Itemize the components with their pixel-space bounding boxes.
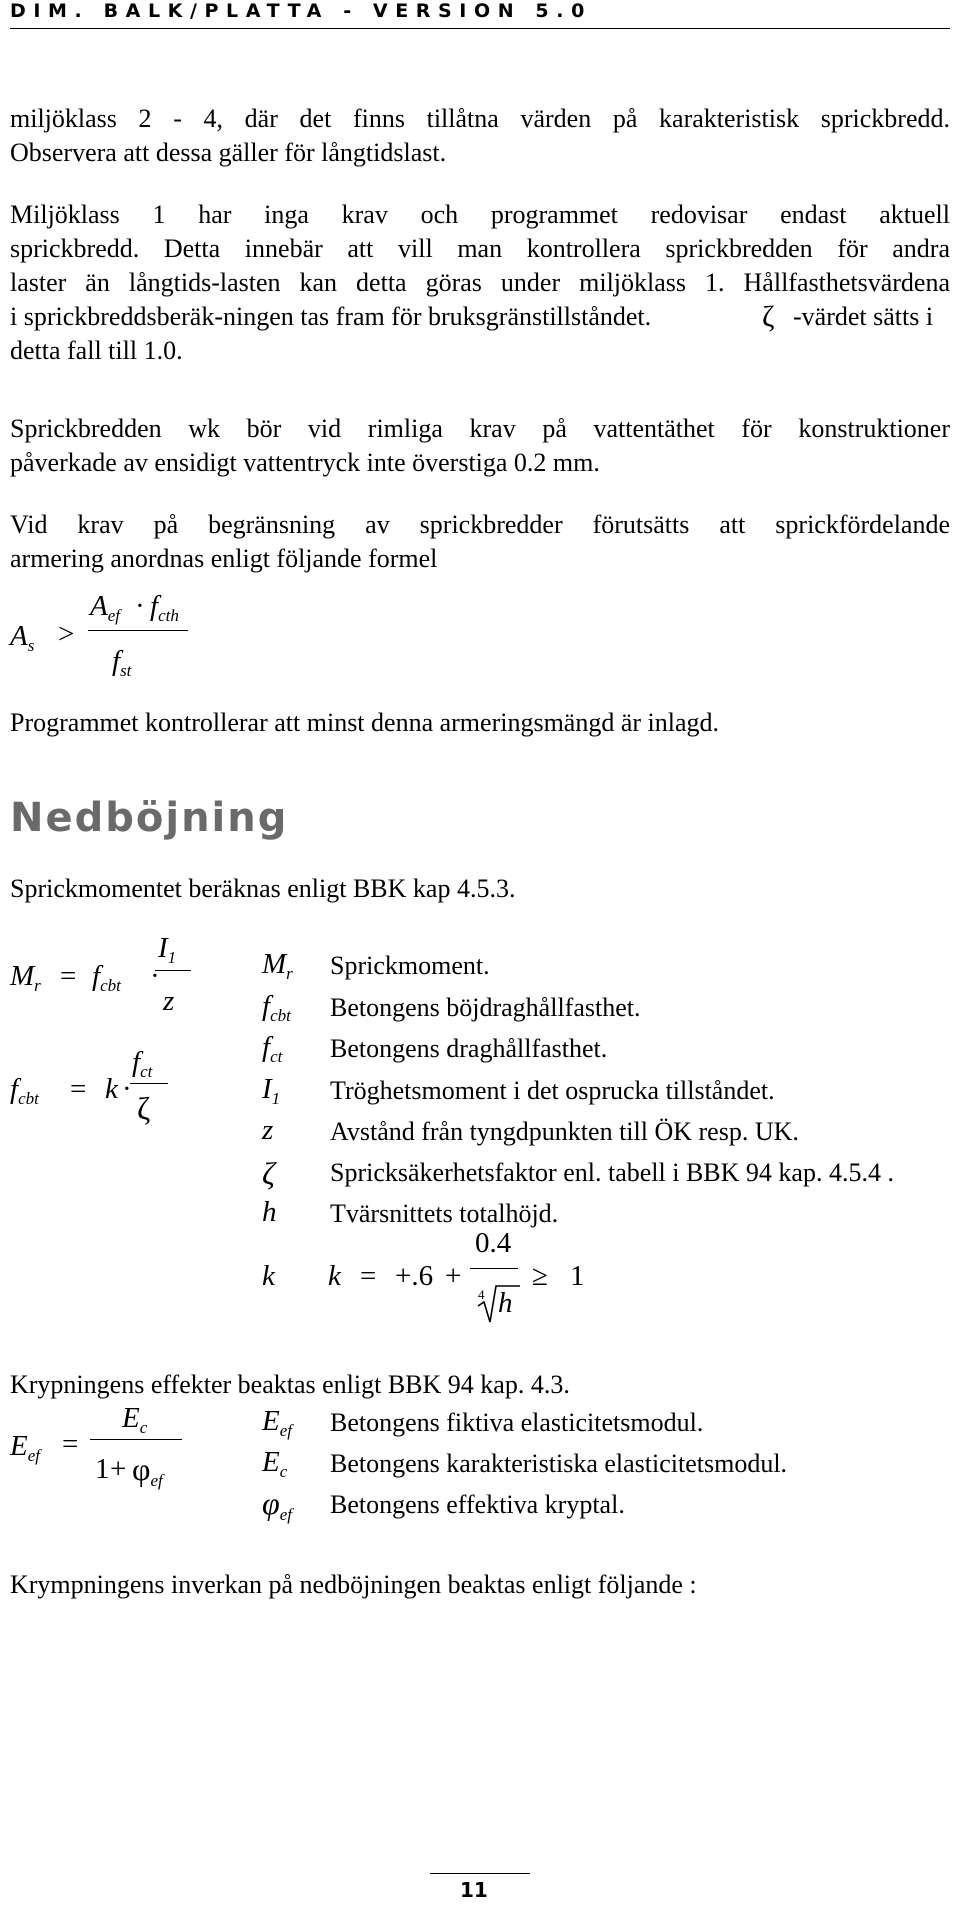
def-symbol: k — [262, 1260, 275, 1292]
formula-denominator: $f_{st}$ — [112, 645, 132, 680]
def-symbol: $I_1$ — [262, 1073, 281, 1108]
fraction-bar — [130, 1083, 168, 1084]
paragraph-3 — [10, 412, 950, 480]
formula-den-plus: + — [110, 1453, 127, 1485]
paragraph-4 — [10, 508, 950, 576]
def-text: Betongens fiktiva elasticitetsmodul. — [330, 1408, 704, 1437]
formula-numerator: 0.4 — [475, 1227, 512, 1259]
formula-lhs: $f_{cbt}$ — [10, 1073, 39, 1108]
section-heading: Nedböjning — [10, 795, 289, 841]
def-text: Sprickmoment. — [330, 951, 490, 980]
paragraph-1 — [10, 102, 950, 170]
text-line: miljöklass 2 - 4, där det finns tillåtna värden på karakteristisk sprickbredd. — [10, 104, 950, 133]
text-fragment: i sprickbreddsberäk-ningen tas fram för bruksgränstillståndet. — [10, 302, 652, 331]
fraction-bar — [155, 970, 191, 971]
formula-equals: = — [70, 1073, 87, 1105]
def-symbol: $f_{cbt}$ — [262, 990, 291, 1025]
paragraph-7 — [10, 1368, 950, 1402]
def-text: Tvärsnittets totalhöjd. — [330, 1199, 559, 1228]
text-line: armering anordnas enligt följande formel — [10, 544, 438, 573]
fraction-bar — [470, 1268, 518, 1269]
formula-relation: > — [58, 618, 75, 650]
formula-equals: = — [60, 960, 77, 992]
text-line: Krypningens effekter beaktas enligt BBK 94 kap. 4.3. — [10, 1370, 570, 1399]
def-text: Betongens böjdraghållfasthet. — [330, 993, 641, 1022]
formula-denominator: ζ — [137, 1090, 151, 1126]
def-text: Betongens effektiva kryptal. — [330, 1490, 625, 1519]
formula-equals: = — [62, 1428, 79, 1460]
def-symbol: z — [262, 1114, 274, 1146]
def-symbol: $M_r$ — [262, 948, 293, 983]
root-argument: h — [498, 1287, 513, 1319]
formula-equals: = — [360, 1260, 377, 1292]
formula-k: k — [105, 1073, 118, 1105]
text-line: påverkade av ensidigt vattentryck inte överstiga 0.2 mm. — [10, 448, 600, 477]
fraction-bar — [88, 630, 188, 631]
formula-lhs: $A_s$ — [10, 620, 35, 655]
formula-k: k — [328, 1260, 341, 1292]
formula-numerator-a: $A_{ef}$ — [90, 590, 120, 625]
text-line: laster än långtids-lasten kan detta göras under miljöklass 1. Hållfasthetsvärdena — [10, 268, 950, 297]
text-line — [10, 300, 950, 334]
root-index: 4 — [478, 1287, 485, 1302]
text-fragment: -värdet sätts i — [793, 302, 934, 331]
formula-dot: · — [122, 1073, 132, 1105]
def-text: Betongens draghållfasthet. — [330, 1034, 608, 1063]
formula-relation: ≥ — [532, 1260, 548, 1292]
text-line: Programmet kontrollerar att minst denna armeringsmängd är inlagd. — [10, 708, 720, 737]
def-text: Spricksäkerhetsfaktor enl. tabell i BBK 94 kap. 4.5.4 . — [330, 1158, 894, 1187]
def-symbol: $E_c$ — [262, 1446, 288, 1481]
formula-f: $f_{cbt}$ — [92, 960, 121, 995]
formula-numerator: $E_c$ — [122, 1402, 148, 1437]
text-line: sprickbredd. Detta innebär att vill man kontrollera sprickbredden för andra — [10, 234, 950, 263]
page-header-title: DIM. BALK/PLATTA - VERSION 5.0 — [10, 0, 592, 22]
def-text: Avstånd från tyngdpunkten till ÖK resp. UK. — [330, 1117, 799, 1146]
formula-numerator: $I_1$ — [158, 932, 177, 967]
zeta-symbol: ζ — [762, 300, 775, 333]
page-number: 11 — [460, 1878, 488, 1902]
formula-den-one: 1 — [95, 1453, 110, 1485]
text-line: Vid krav på begränsning av sprickbredder förutsätts att sprickfördelande — [10, 510, 950, 539]
def-symbol: ζ — [262, 1155, 275, 1191]
text-line: Sprickbredden wk bör vid rimliga krav på vattentäthet för konstruktioner — [10, 414, 950, 443]
paragraph-2 — [10, 198, 950, 368]
formula-rhs: 1 — [570, 1260, 585, 1292]
formula-lhs: $M_r$ — [10, 960, 41, 995]
def-text: Tröghetsmoment i det osprucka tillståndet. — [330, 1076, 775, 1105]
text-line: Observera att dessa gäller för långtidslast. — [10, 138, 447, 167]
text-line: Miljöklass 1 har inga krav och programmet redovisar endast aktuell — [10, 200, 950, 229]
fraction-bar — [90, 1439, 182, 1440]
text-line: Sprickmomentet beräknas enligt BBK kap 4.5.3. — [10, 874, 516, 903]
header-rule — [10, 28, 950, 29]
formula-denominator: z — [163, 985, 175, 1017]
formula-constant: +.6 — [395, 1260, 434, 1292]
def-symbol: $\varphi_{ef}$ — [262, 1485, 292, 1524]
footer-rule — [430, 1873, 530, 1874]
formula-numerator: $f_{ct}$ — [132, 1046, 153, 1081]
formula-plus: + — [445, 1260, 462, 1292]
formula-den-phi: $\varphi_{ef}$ — [132, 1451, 163, 1490]
formula-numerator-f: $f_{cth}$ — [150, 590, 179, 625]
paragraph-8 — [10, 1568, 950, 1602]
formula-lhs: $E_{ef}$ — [10, 1430, 40, 1465]
def-symbol: h — [262, 1196, 277, 1228]
paragraph-6 — [10, 872, 950, 906]
text-line: detta fall till 1.0. — [10, 336, 183, 365]
text-line: Krympningens inverkan på nedböjningen beaktas enligt följande : — [10, 1570, 697, 1599]
formula-dot: · — [150, 960, 160, 992]
def-text: Betongens karakteristiska elasticitetsmodul. — [330, 1449, 788, 1478]
formula-dot: · — [135, 590, 145, 622]
def-symbol: $f_{ct}$ — [262, 1031, 283, 1066]
def-symbol: $E_{ef}$ — [262, 1405, 292, 1440]
paragraph-5 — [10, 706, 950, 740]
